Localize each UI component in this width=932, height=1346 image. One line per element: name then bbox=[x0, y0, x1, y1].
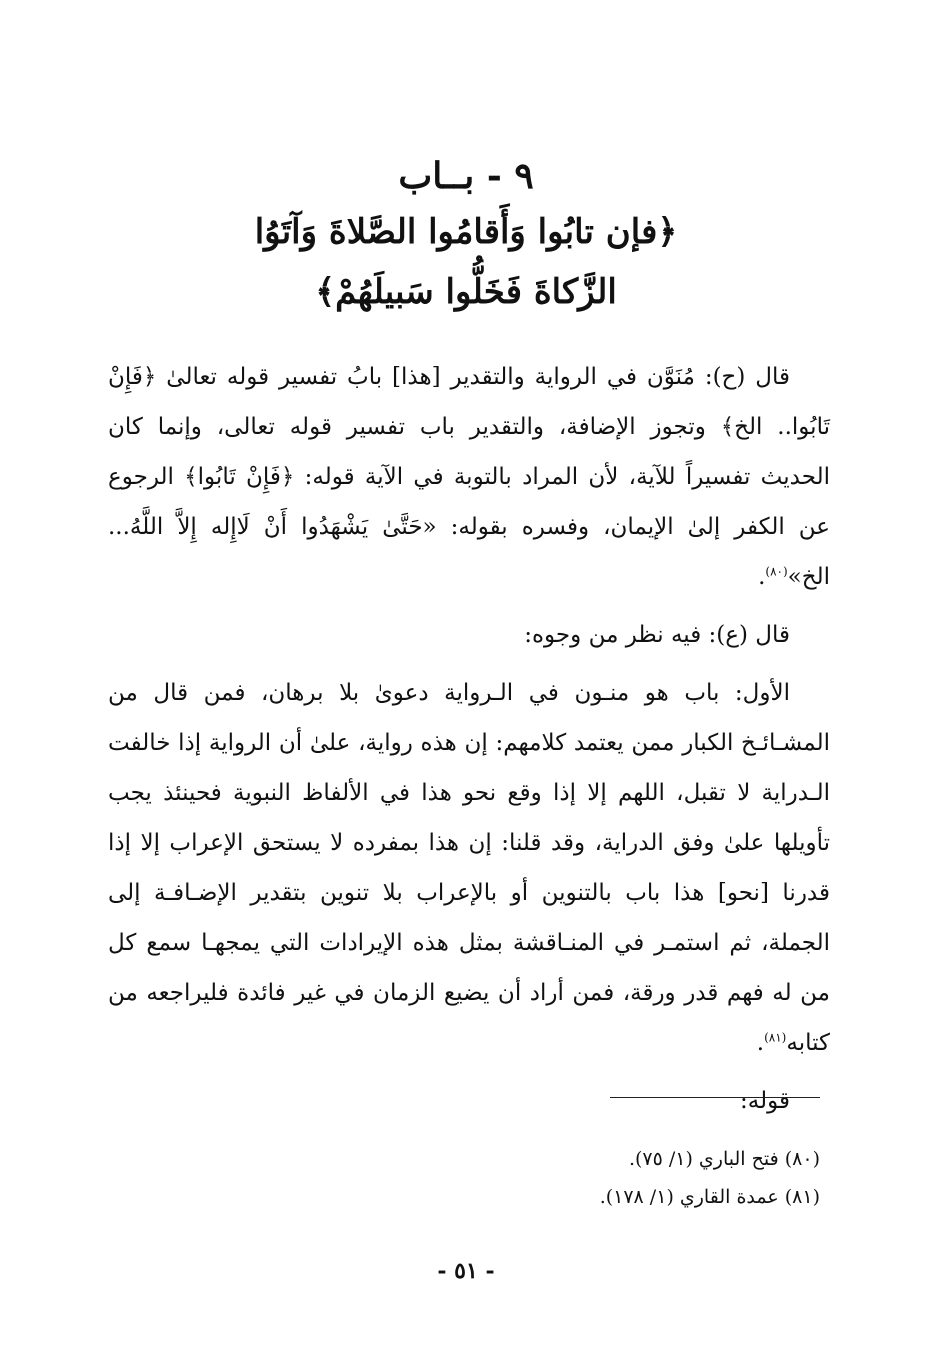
paragraph-1-text: قال (ح): مُنَوَّن في الرواية والتقدير [هذا] بابُ تفسير قوله تعالىٰ ﴿فَإِنْ تَابُوا.. الخ﴾ وتجوز الإضافة، والتقدير باب تفسير قوله تعالى، وإنما كان الحديث تفسيراً للآية، لأن المراد بالتوبة في الآية قوله: ﴿فَإِنْ تَابُوا﴾ الرجوع عن الكفر إلىٰ الإيمان، وفسره بقوله: «حَتَّىٰ يَشْهَدُوا أَنْ لَاإِله إِلاَّ اللَّهُ... الخ» bbox=[108, 364, 830, 590]
paragraph-4: قوله: bbox=[740, 1088, 790, 1114]
paragraph-3-text: الأول: باب هو منـون في الـرواية دعوىٰ بلا برهان، فمن قال من المشـائـخ الكبار ممن يعتمد كلامهم: إن هذه رواية، علىٰ أن الرواية إذا خالفت الـدراية لا تقبل، اللهم إلا إذا وقع نحو هذا في الألفاظ النبوية فحينئذ يجب تأويلها علىٰ وفق الدراية، وقد قلنا: إن هذا بمفرده لا يستحق الإعراب إلا إذا قدرنا [نحو] هذا باب بالتنوين أو بالإعراب بلا تنوين بتقدير الإضـافـة إلى الجملة، ثم استمـر في المنـاقشة بمثل هذه الإيرادات التي يمجهـا سمع كل من له فهم قدر ورقة، فمن أراد أن يضيع الزمان في غير فائدة فليراجعه من كتابه bbox=[108, 680, 830, 1056]
page-number: - ٥١ - bbox=[437, 1258, 495, 1284]
footnotes bbox=[220, 1140, 820, 1216]
paragraph-3-end: . bbox=[756, 1030, 765, 1056]
paragraph-3 bbox=[108, 668, 830, 1068]
paragraph-1-end: . bbox=[758, 564, 766, 590]
footnote-81: (٨١) عمدة القاري (١/ ١٧٨). bbox=[599, 1186, 820, 1208]
chapter-heading bbox=[100, 150, 832, 322]
chapter-title-line-2: الزَّكاةَ فَخَلُّوا سَبيلَهُمْ﴾ bbox=[315, 272, 617, 312]
chapter-number: ٩ - بــاب bbox=[398, 155, 534, 197]
footnote-80: (٨٠) فتح الباري (١/ ٧٥). bbox=[628, 1148, 820, 1170]
footnote-ref-80: (٨٠) bbox=[765, 564, 788, 579]
paragraph-1 bbox=[108, 352, 830, 602]
body-text bbox=[108, 352, 830, 1134]
footnote-divider bbox=[610, 1097, 820, 1098]
paragraph-2: قال (ع): فيه نظر من وجوه: bbox=[524, 622, 790, 648]
footnote-ref-81: (٨١) bbox=[764, 1030, 787, 1045]
chapter-title-line-1: ﴿فإن تابُوا وَأَقامُوا الصَّلاةَ وَآتَوُا bbox=[254, 212, 678, 252]
